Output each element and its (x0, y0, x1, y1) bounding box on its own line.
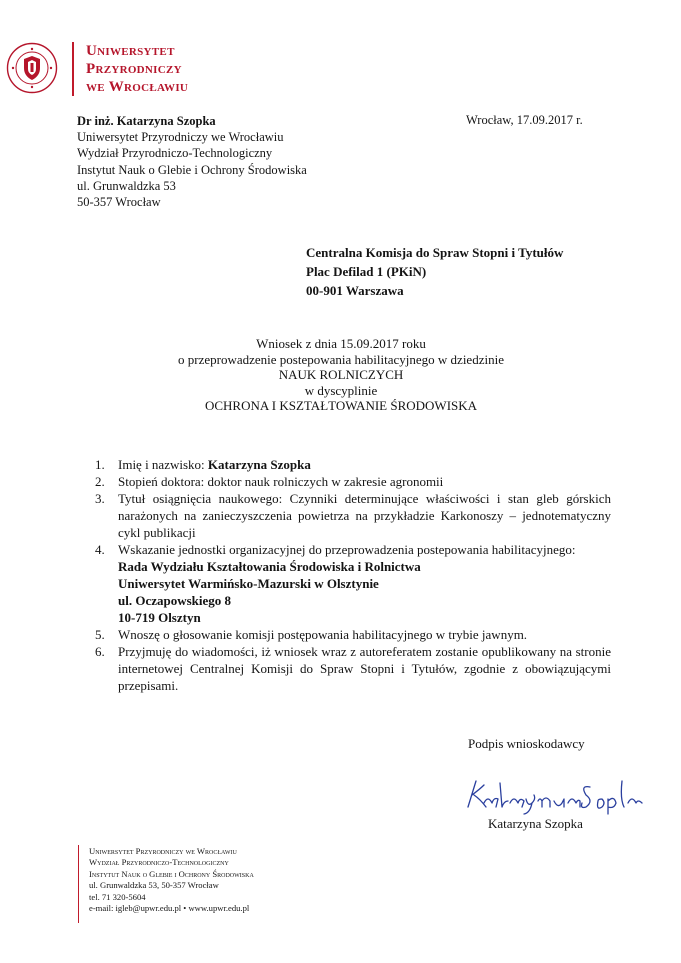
item-number: 2. (95, 474, 105, 489)
unit-line: Rada Wydziału Kształtowania Środowiska i Rolnictwa (118, 559, 421, 574)
item-number: 5. (95, 627, 105, 642)
recipient-line: Plac Defilad 1 (PKiN) (306, 264, 427, 279)
item-number: 1. (95, 457, 105, 472)
university-name-line: Przyrodniczy (86, 61, 182, 77)
title-line: OCHRONA I KSZTAŁTOWANIE ŚRODOWISKA (204, 398, 478, 413)
footer-divider (78, 845, 79, 923)
header-divider (72, 42, 74, 96)
handwritten-signature (462, 773, 662, 815)
application-items (95, 456, 611, 694)
footer-line: tel. 71 320-5604 (89, 891, 146, 902)
footer-address (89, 846, 254, 914)
sender-line: Instytut Nauk o Glebie i Ochrony Środowiska (77, 162, 307, 177)
signatory-name: Katarzyna Szopka (488, 816, 583, 831)
university-name-line: we Wrocławiu (86, 79, 189, 95)
item-number: 6. (95, 644, 105, 659)
item-number: 3. (95, 491, 105, 506)
footer-line: Instytut Nauk o Glebie i Ochrony Środowiska (89, 868, 254, 879)
letter-date: Wrocław, 17.09.2017 r. (466, 113, 583, 127)
list-item (95, 626, 611, 643)
university-seal-logo (6, 42, 58, 94)
item-number: 4. (95, 542, 105, 557)
list-item (95, 490, 611, 541)
list-item (95, 456, 611, 473)
footer-line: ul. Grunwaldzka 53, 50-357 Wrocław (89, 880, 219, 891)
unit-line: Uniwersytet Warmińsko-Mazurski w Olsztynie (118, 576, 379, 591)
unit-line: ul. Oczapowskiego 8 (118, 593, 232, 608)
recipient-block (306, 243, 563, 300)
sender-name: Dr inż. Katarzyna Szopka (77, 114, 216, 128)
item-text: Tytuł osiągnięcia naukowego: Czynniki determinujące właściwości i stan gleb górskich narażonych na zanieczyszczenia powietrza na przykładzie Karkonoszy – jednotematyczny cykl publikacji (118, 491, 611, 540)
title-line: Wniosek z dnia 15.09.2017 roku (256, 336, 426, 351)
sender-block (77, 113, 307, 210)
footer-line: Wydział Przyrodniczo-Technologiczny (89, 857, 229, 868)
footer-line: Uniwersytet Przyrodniczy we Wrocławiu (89, 846, 237, 856)
unit-line: 10-719 Olsztyn (118, 610, 201, 625)
list-item (95, 473, 611, 490)
sender-line: Uniwersytet Przyrodniczy we Wrocławiu (77, 130, 284, 145)
title-line: w dyscyplinie (304, 382, 378, 398)
item-text: Stopień doktora: doktor nauk rolniczych w zakresie agronomii (118, 474, 444, 489)
recipient-line: Centralna Komisja do Spraw Stopni i Tytułów (306, 245, 564, 260)
university-name-line: Uniwersytet (86, 43, 175, 59)
applicant-name: Katarzyna Szopka (207, 457, 311, 472)
item-text: Wskazanie jednostki organizacyjnej do przeprowadzenia postepowania habilitacyjnego: (118, 542, 576, 557)
title-line: NAUK ROLNICZYCH (278, 367, 404, 382)
item-text: Wnoszę o głosowanie komisji postępowania habilitacyjnego w trybie jawnym. (118, 627, 528, 642)
application-title (120, 336, 562, 414)
item-label: Imię i nazwisko: (118, 457, 208, 472)
university-name (86, 42, 188, 96)
sender-line: Wydział Przyrodniczo-Technologiczny (77, 146, 273, 161)
signature-label: Podpis wnioskodawcy (468, 736, 585, 751)
sender-line: 50-357 Wrocław (77, 195, 161, 210)
recipient-line: 00-901 Warszawa (306, 283, 404, 298)
item-text: Przyjmuję do wiadomości, iż wniosek wraz z autoreferatem zostanie opublikowany na stronie internetowej Centralnej Komisji do Spraw Stopni i Tytułów, zgodnie z obowiązującymi przepisami. (118, 644, 611, 693)
list-item (95, 541, 611, 626)
footer-line: e-mail: igleb@upwr.edu.pl • www.upwr.edu.pl (89, 903, 250, 914)
sender-line: ul. Grunwaldzka 53 (77, 178, 176, 193)
title-line: o przeprowadzenie postepowania habilitacyjnego w dziedzinie (178, 351, 504, 367)
list-item (95, 643, 611, 694)
